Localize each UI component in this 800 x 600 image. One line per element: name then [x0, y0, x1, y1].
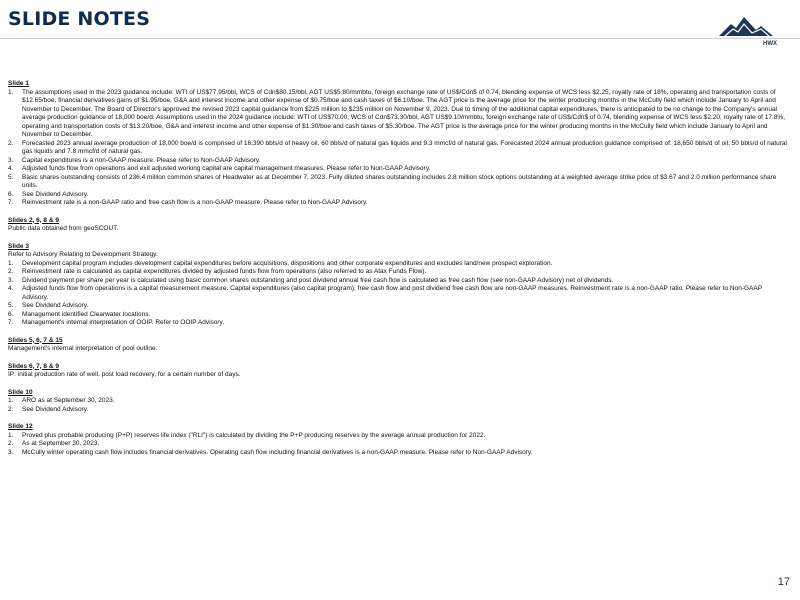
note-section [8, 217, 788, 234]
note-section [8, 80, 788, 208]
note-number: 1. [8, 88, 14, 96]
note-text: See Dividend Advisory. [22, 405, 89, 413]
note-item [8, 268, 788, 277]
note-item [8, 140, 788, 157]
note-item [8, 277, 788, 286]
note-item [8, 449, 788, 458]
note-number: 5. [8, 173, 14, 181]
note-text: McCully winter operating cash flow includes financial derivatives. Operating cash flow including financial derivatives is a non-GAAP measure. Please refer to Non-GAAP Advisory. [22, 448, 533, 456]
note-item [8, 285, 788, 302]
note-number: 3. [8, 276, 14, 284]
page-title: SLIDE NOTES [8, 8, 151, 30]
note-section [8, 243, 788, 328]
slide-notes-body [8, 80, 788, 466]
note-text: Management's internal interpretation of OOIP. Refer to OOIP Advisory. [22, 319, 225, 326]
note-item [8, 260, 788, 269]
title-divider [0, 38, 800, 39]
note-number: 1. [8, 397, 14, 404]
section-intro: IP: initial production rate of well, post load recovery, for a certain number of days. [8, 371, 241, 378]
note-text: Capital expenditures is a non-GAAP measure. Please refer to Non-GAAP Advisory. [22, 156, 261, 164]
note-number: 4. [8, 165, 14, 172]
note-text: The assumptions used in the 2023 guidance include: WTI of US$77.95/bbl, WCS of Cdn$80.15/bbl, AGT US$5.80/mmbtu, foreign exchange rate of US$/Cdn$ of 0.74, blending expense of WCS less $2.25, royalty rate of 18%, operating and transportation costs of $12.65/boe, financial derivatives gains of $1.95/boe, G&A and interest income and other expense of $0.75/boe and cash taxes of $6.10/boe. The AGT price is the average price for the winter producing months in the McCully field which include January to April and November to December. The Board of Director's approved the revised 2023 capital guidance from $225 million to $235 million on November 9, 2023. Due to timing of the additional capital expenditures, there is anticipated to be no change to the Company's annual average production guidance of 18,000 boe/d. Assumptions used in the 2024 guidance include: WTI of US$70.00, WCS of Cdn$73.30/bbl, AGT US$9.10/mmbtu, foreign exchange rate of US$/Cdn$ of 0.74, blending expense of WCS less $2.20, royalty rate of 17.8%, operating and transportation costs of $13.20/boe, G&A and interest income and other expense of $1.30/boe and cash taxes of $5.30/boe. The AGT price is the average price for the winter producing months in the McCully field which include January to April and November to December. [22, 88, 786, 138]
note-text: Adjusted funds flow from operations is a capital measurement measure. Capital expenditures (also capital program), free cash flow and post dividend free cash flow are non-GAAP measures. Reinvestment rate is a non-GAAP ratio. Please refer to Non-GAAP Advisory. [22, 285, 762, 301]
note-section [8, 363, 788, 380]
note-text: See Dividend Advisory. [22, 302, 89, 309]
note-number: 7. [8, 319, 14, 326]
note-text: Dividend payment per share per year is calculated using basic common shares outstanding and post dividend annual free cash flow is calculated as free cash flow (see non-GAAP Advisory) net of dividends. [22, 276, 614, 284]
note-item [8, 174, 788, 191]
note-item [8, 397, 788, 406]
note-text: Adjusted funds flow from operations and exit adjusted working capital are capital management measures. Please refer to Non-GAAP Advisory. [22, 165, 431, 172]
section-title: Slide 10 [8, 388, 33, 396]
section-title: Slide 3 [8, 242, 29, 250]
section-title: Slides 5, 6, 7 & 15 [8, 336, 63, 344]
note-text: Reinvestment rate is a non-GAAP ratio and free cash flow is a non-GAAP measure. Please refer to Non-GAAP Advisory. [22, 199, 368, 206]
hwx-logo [717, 14, 775, 48]
note-text: As at September 30, 2023. [22, 440, 100, 447]
section-title: Slide 12 [8, 423, 33, 430]
section-intro: Public data obtained from geoSCOUT. [8, 225, 119, 232]
note-section [8, 423, 788, 457]
note-text: Forecasted 2023 annual average production of 18,000 boe/d is comprised of 16,390 bbls/d of heavy oil, 60 bbls/d of natural gas liquids and 9.3 mmcf/d of natural gas. Forecasted 2024 annual production guidance comprised of: 18,650 bbls/d of oil, 50 bbls/d of natural gas liquids and 7.8 mmcf/d of natural gas. [22, 139, 787, 155]
note-item [8, 89, 788, 140]
page-number: 17 [777, 576, 790, 588]
note-item [8, 319, 788, 328]
note-number: 2. [8, 405, 14, 413]
note-text: Management identified Clearwater locations. [22, 310, 151, 318]
note-item [8, 165, 788, 174]
note-section [8, 389, 788, 415]
note-item [8, 302, 788, 311]
note-number: 1. [8, 259, 14, 267]
note-section [8, 337, 788, 354]
note-text: Proved plus probable producing (P+P) reserves life index ("RLI") is calculated by dividing the P+P producing reserves by the average annual production for 2022. [22, 431, 486, 439]
section-intro: Refer to Advisory Relating to Development Strategy. [8, 251, 158, 258]
note-number: 6. [8, 310, 14, 318]
note-item [8, 432, 788, 441]
note-item [8, 311, 788, 320]
section-title: Slides 2, 6, 8 & 9 [8, 216, 59, 224]
section-intro: Management's internal interpretation of pool outline. [8, 345, 158, 352]
note-text: ARO as at September 30, 2023. [22, 397, 115, 404]
note-text: Reinvestment rate is calculated as capital expenditures divided by adjusted funds flow from operations (also referred to as Atax Funds Flow). [22, 268, 427, 275]
note-number: 3. [8, 156, 14, 164]
note-number: 5. [8, 302, 14, 309]
note-number: 2. [8, 268, 14, 275]
note-number: 7. [8, 199, 14, 206]
section-title: Slides 6, 7, 8 & 9 [8, 362, 59, 370]
note-item [8, 406, 788, 415]
note-number: 1. [8, 431, 14, 439]
note-item [8, 191, 788, 200]
note-number: 3. [8, 448, 14, 456]
logo-text: HWX [763, 41, 777, 47]
note-item [8, 157, 788, 166]
note-number: 4. [8, 285, 14, 292]
note-number: 6. [8, 190, 14, 198]
note-item [8, 199, 788, 208]
note-text: Basic shares outstanding consists of 236.4 million common shares of Headwater as at December 7, 2023. Fully diluted shares outstanding includes 2.8 million stock options outstanding at a weighted average strike price of $3.67 and 2.0 million performance share units. [22, 173, 777, 189]
section-title: Slide 1 [8, 80, 29, 87]
note-text: See Dividend Advisory. [22, 190, 89, 198]
note-text: Development capital program includes development capital expenditures before acquisitions, dispositions and other corporate expenditures and excludes land/new prospect exploration. [22, 259, 553, 267]
note-number: 2. [8, 139, 14, 147]
note-number: 2. [8, 440, 14, 447]
note-item [8, 440, 788, 449]
